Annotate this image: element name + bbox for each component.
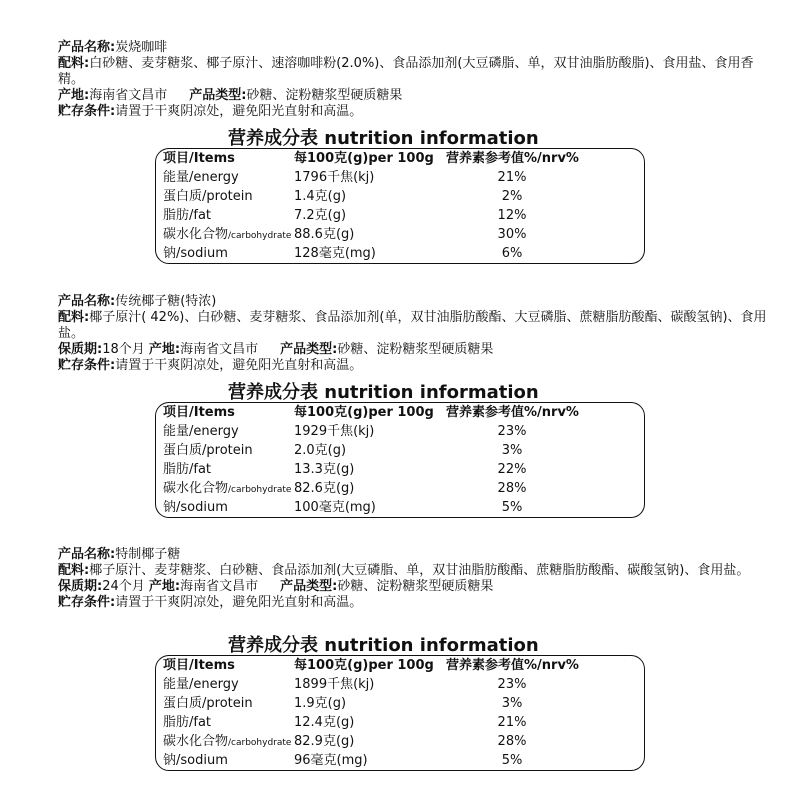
product-name-line <box>58 547 770 563</box>
row-nrv: 5% <box>501 500 523 515</box>
storage-value: 请置于干爽阴凉处，避免阳光直射和高温。 <box>115 595 363 610</box>
table-row-sodium <box>156 498 644 517</box>
storage-label: 贮存条件: <box>58 595 116 610</box>
row-nrv: 2% <box>501 189 523 204</box>
storage-value: 请置于干爽阴凉处，避免阳光直射和高温。 <box>115 358 363 373</box>
table-row-carbohydrate <box>156 732 644 751</box>
table-row-carbohydrate <box>156 225 644 244</box>
shelf-life-label: 保质期: <box>58 579 103 594</box>
ingredients-label: 配料: <box>58 56 90 71</box>
nutrition-table <box>155 402 645 518</box>
header-per-100g: 每100克(g)per 100g <box>294 658 434 673</box>
storage-label: 贮存条件: <box>58 104 116 119</box>
type-value: 砂糖、淀粉糖浆型硬质糖果 <box>337 579 494 594</box>
ingredients-line <box>58 563 770 579</box>
row-nrv: 5% <box>501 753 523 768</box>
storage-line <box>58 104 770 120</box>
table-row-sodium <box>156 751 644 770</box>
row-value: 2.0克(g) <box>294 443 347 458</box>
origin-type-line <box>58 88 770 104</box>
row-name: 脂肪/fat <box>163 462 212 477</box>
table-header-row <box>156 656 644 675</box>
ingredients-text: 椰子原汁、麦芽糖浆、白砂糖、食品添加剂(大豆磷脂、单，双甘油脂肪酸酯、蔗糖脂肪酸酯、碳酸氢钠)、食用盐。 <box>89 563 750 578</box>
row-name: 蛋白质/protein <box>163 696 253 711</box>
row-name: 碳水化合物 <box>163 227 229 242</box>
product-section-1 <box>58 40 770 261</box>
shelf-origin-type-line <box>58 342 770 358</box>
storage-line <box>58 595 770 611</box>
table-header-row <box>156 149 644 168</box>
row-nrv: 30% <box>497 227 527 242</box>
shelf-life-value: 18个月 <box>102 342 145 357</box>
origin-label: 产地: <box>148 579 181 594</box>
header-nrv: 营养素参考值%/nrv% <box>446 405 579 420</box>
row-value: 12.4克(g) <box>294 715 355 730</box>
product-name: 特制椰子糖 <box>115 547 181 562</box>
row-name-small: /carbohydrate <box>228 738 292 748</box>
row-value: 82.6克(g) <box>294 481 355 496</box>
row-nrv: 3% <box>501 696 523 711</box>
row-value: 13.3克(g) <box>294 462 355 477</box>
row-value: 1.4克(g) <box>294 189 347 204</box>
row-nrv: 21% <box>497 170 527 185</box>
product-name-line <box>58 40 770 56</box>
shelf-life-value: 24个月 <box>102 579 145 594</box>
row-name: 碳水化合物 <box>163 734 229 749</box>
row-name: 脂肪/fat <box>163 208 212 223</box>
row-value: 96毫克(mg) <box>294 753 368 768</box>
nutrition-title: 营养成分表 nutrition information <box>228 382 539 403</box>
row-value: 128毫克(mg) <box>294 246 376 261</box>
nutrition-title: 营养成分表 nutrition information <box>228 635 539 656</box>
origin-value: 海南省文昌市 <box>89 88 168 103</box>
storage-line <box>58 358 770 374</box>
row-value: 7.2克(g) <box>294 208 347 223</box>
shelf-life-label: 保质期: <box>58 342 103 357</box>
ingredients-text: 白砂糖、麦芽糖浆、椰子原汁、速溶咖啡粉(2.0%)、食品添加剂(大豆磷脂、单，双甘油脂肪酸脂)、食用盐、食用香精。 <box>58 56 754 87</box>
header-per-100g: 每100克(g)per 100g <box>294 151 434 166</box>
header-nrv: 营养素参考值%/nrv% <box>446 658 579 673</box>
storage-value: 请置于干爽阴凉处，避免阳光直射和高温。 <box>115 104 363 119</box>
row-name-small: /carbohydrate <box>228 231 292 241</box>
row-nrv: 28% <box>497 734 527 749</box>
table-row-fat <box>156 713 644 732</box>
row-value: 1796千焦(kj) <box>294 170 375 185</box>
header-items: 项目/Items <box>163 151 235 166</box>
ingredients-line <box>58 310 770 342</box>
row-name: 钠/sodium <box>163 500 228 515</box>
row-name: 钠/sodium <box>163 246 228 261</box>
product-name-label: 产品名称: <box>58 547 116 562</box>
header-items: 项目/Items <box>163 405 235 420</box>
table-row-carbohydrate <box>156 479 644 498</box>
table-row-energy <box>156 422 644 441</box>
table-row-fat <box>156 206 644 225</box>
ingredients-line <box>58 56 770 88</box>
origin-value: 海南省文昌市 <box>180 342 259 357</box>
row-value: 100毫克(mg) <box>294 500 376 515</box>
row-value: 1899千焦(kj) <box>294 677 375 692</box>
table-row-fat <box>156 460 644 479</box>
ingredients-text: 椰子原汁( 42%)、白砂糖、麦芽糖浆、食品添加剂(单，双甘油脂肪酸酯、大豆磷脂、蔗糖脂肪酸酯、碳酸氢钠)、食用盐。 <box>58 310 767 341</box>
product-section-3 <box>58 547 770 768</box>
row-nrv: 28% <box>497 481 527 496</box>
row-name: 脂肪/fat <box>163 715 212 730</box>
row-value: 1929千焦(kj) <box>294 424 375 439</box>
table-header-row <box>156 403 644 422</box>
table-row-energy <box>156 675 644 694</box>
row-name: 碳水化合物 <box>163 481 229 496</box>
type-value: 砂糖、淀粉糖浆型硬质糖果 <box>246 88 403 103</box>
origin-value: 海南省文昌市 <box>180 579 259 594</box>
product-name: 炭烧咖啡 <box>115 40 168 55</box>
row-nrv: 3% <box>501 443 523 458</box>
row-nrv: 23% <box>497 424 527 439</box>
shelf-origin-type-line <box>58 579 770 595</box>
product-name: 传统椰子糖(特浓) <box>115 294 217 309</box>
origin-label: 产地: <box>58 88 90 103</box>
type-value: 砂糖、淀粉糖浆型硬质糖果 <box>337 342 494 357</box>
row-value: 88.6克(g) <box>294 227 355 242</box>
header-items: 项目/Items <box>163 658 235 673</box>
row-name: 蛋白质/protein <box>163 189 253 204</box>
row-name: 能量/energy <box>163 424 239 439</box>
product-name-label: 产品名称: <box>58 40 116 55</box>
row-nrv: 12% <box>497 208 527 223</box>
row-nrv: 22% <box>497 462 527 477</box>
row-value: 1.9克(g) <box>294 696 347 711</box>
nutrition-table <box>155 655 645 771</box>
origin-label: 产地: <box>148 342 181 357</box>
row-name: 蛋白质/protein <box>163 443 253 458</box>
type-label: 产品类型: <box>189 88 247 103</box>
nutrition-table <box>155 148 645 264</box>
header-per-100g: 每100克(g)per 100g <box>294 405 434 420</box>
product-name-line <box>58 294 770 310</box>
row-nrv: 21% <box>497 715 527 730</box>
table-row-protein <box>156 441 644 460</box>
table-row-protein <box>156 187 644 206</box>
header-nrv: 营养素参考值%/nrv% <box>446 151 579 166</box>
ingredients-label: 配料: <box>58 310 90 325</box>
row-name-small: /carbohydrate <box>228 485 292 495</box>
product-section-2 <box>58 294 770 515</box>
nutrition-title: 营养成分表 nutrition information <box>228 128 539 149</box>
product-name-label: 产品名称: <box>58 294 116 309</box>
row-value: 82.9克(g) <box>294 734 355 749</box>
row-name: 能量/energy <box>163 677 239 692</box>
ingredients-label: 配料: <box>58 563 90 578</box>
type-label: 产品类型: <box>280 342 338 357</box>
table-row-energy <box>156 168 644 187</box>
table-row-protein <box>156 694 644 713</box>
row-nrv: 23% <box>497 677 527 692</box>
row-nrv: 6% <box>501 246 523 261</box>
table-row-sodium <box>156 244 644 263</box>
type-label: 产品类型: <box>280 579 338 594</box>
storage-label: 贮存条件: <box>58 358 116 373</box>
row-name: 钠/sodium <box>163 753 228 768</box>
row-name: 能量/energy <box>163 170 239 185</box>
